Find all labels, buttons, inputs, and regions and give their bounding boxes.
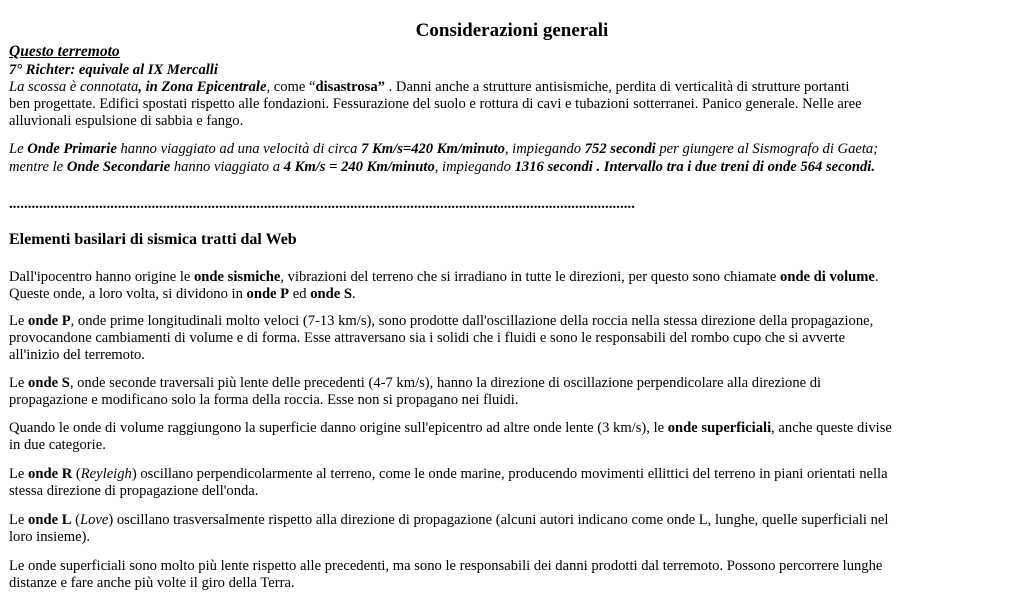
para-r-2: stessa direzione di propagazione dell'onda. bbox=[9, 483, 259, 499]
waves-text: hanno viaggiato a bbox=[170, 159, 284, 175]
para-text: ( bbox=[71, 512, 80, 528]
para-bold: onde P bbox=[28, 313, 71, 329]
subtitle: Questo terremoto bbox=[9, 43, 120, 60]
para-bold: onde di volume bbox=[780, 269, 875, 285]
para-text: , onde seconde traversali più lente delle precedenti (4-7 km/s), hanno la direzione di oscillazione perpendicolare alla direzione di bbox=[69, 375, 822, 391]
para-r-1 bbox=[9, 466, 1009, 483]
page-title: Considerazioni generali bbox=[415, 20, 609, 41]
intro-line-1 bbox=[9, 79, 1009, 96]
waves-bold: 4 Km/s = 240 Km/minuto bbox=[283, 159, 435, 175]
para-text: ed bbox=[289, 286, 311, 302]
para-text: Queste onde, a loro volta, si dividono in bbox=[9, 286, 247, 302]
para-text: , onde prime longitudinali molto veloci (7-13 km/s), sono prodotte dall'oscillazione della roccia nella stessa direzione della propagazione, bbox=[70, 313, 874, 329]
para-bold: onde superficiali bbox=[667, 420, 772, 436]
para-text: Quando le onde di volume raggiungono la superficie danno origine sull'epicentro ad altre onde lente (3 km/s), le bbox=[9, 420, 668, 436]
para-s-1 bbox=[9, 375, 1009, 392]
waves-bold: 752 secondi bbox=[584, 141, 656, 157]
para-l-1 bbox=[9, 512, 1009, 529]
para-text: Le bbox=[9, 313, 29, 329]
para-text: , anche queste divise bbox=[771, 420, 892, 436]
para-text: Le bbox=[9, 375, 29, 391]
intro-line-3: alluvionali espulsione di sabbia e fango. bbox=[9, 113, 244, 129]
section-heading: Elementi basilari di sismica tratti dal Web bbox=[9, 231, 297, 248]
para-s-2: propagazione e modificano solo la forma della roccia. Esse non si propagano nei fluidi. bbox=[9, 392, 519, 408]
para-bold: onde P bbox=[246, 286, 290, 302]
separator-dots: ....................................................................................................................................................................... bbox=[9, 196, 635, 212]
para-bold: onde sismiche bbox=[194, 269, 281, 285]
intro-text: . Danni anche a strutture antisismiche, perdita di verticalità di strutture portanti bbox=[384, 79, 850, 95]
para-text: . bbox=[874, 269, 879, 285]
intro-text: , come “ bbox=[266, 79, 316, 95]
para-bold: onde S bbox=[310, 286, 352, 302]
para-italic: Love bbox=[79, 512, 109, 528]
para-italic: Reyleigh bbox=[80, 466, 132, 482]
para-text: Le bbox=[9, 512, 29, 528]
para-text: Dall'ipocentro hanno origine le bbox=[9, 269, 194, 285]
waves-bold: 7 Km/s=420 Km/minuto bbox=[361, 141, 505, 157]
para-text: ( bbox=[72, 466, 81, 482]
waves-bold: Onde Secondarie bbox=[66, 159, 171, 175]
para-bold: onde L bbox=[28, 512, 72, 528]
waves-text: mentre le bbox=[9, 159, 67, 175]
para-final-1: Le onde superficiali sono molto più lente rispetto alle precedenti, ma sono le responsabili dei danni prodotti dal terremoto. Possono percorrere lunghe bbox=[9, 558, 883, 574]
waves-line-1 bbox=[9, 141, 1009, 158]
para-final-2: distanze e fare anche più volte il giro della Terra. bbox=[9, 575, 295, 591]
para-volume-2 bbox=[9, 286, 1009, 303]
richter-line: 7° Richter: equivale al IX Mercalli bbox=[9, 62, 218, 78]
waves-text: Le bbox=[9, 141, 28, 157]
intro-line-2: ben progettate. Edifici spostati rispetto alle fondazioni. Fessurazione del suolo e rottura di cavi e tubazioni sotterranei. Panico generale. Nelle aree bbox=[9, 96, 862, 112]
para-text: ) oscillano trasversalmente rispetto alla direzione di propagazione (alcuni autori indicano come onde L, lunghe, quelle superficiali nel bbox=[108, 512, 889, 528]
waves-text: per giungere al Sismografo di Gaeta; bbox=[655, 141, 879, 157]
para-p-3: all'inizio del terremoto. bbox=[9, 347, 145, 363]
para-p-1 bbox=[9, 313, 1009, 330]
waves-bold: Onde Primarie bbox=[27, 141, 117, 157]
para-volume-1 bbox=[9, 269, 1009, 286]
para-text: ) oscillano perpendicolarmente al terreno, come le onde marine, producendo movimenti ellittici del terreno in piani orientati nella bbox=[131, 466, 888, 482]
para-text: , vibrazioni del terreno che si irradiano in tutte le direzioni, per questo sono chiamate bbox=[280, 269, 781, 285]
para-bold: onde R bbox=[28, 466, 73, 482]
para-text: Le bbox=[9, 466, 29, 482]
intro-bold: , in Zona Epicentrale bbox=[138, 79, 267, 95]
para-bold: onde S bbox=[28, 375, 70, 391]
intro-text: La scossa è connotata bbox=[9, 79, 139, 95]
intro-bold: disastrosa” bbox=[315, 79, 385, 95]
waves-text: , impiegando bbox=[434, 159, 515, 175]
waves-bold: 1316 secondi . Intervallo tra i due treni di onde 564 secondi. bbox=[514, 159, 875, 175]
waves-line-2 bbox=[9, 159, 1009, 176]
para-p-2: provocandone cambiamenti di volume e di forma. Esse attraversano sia i solidi che i fluidi e sono le responsabili del rombo cupo che si avverte bbox=[9, 330, 846, 346]
para-surface-1 bbox=[9, 420, 1009, 437]
waves-text: , impiegando bbox=[504, 141, 585, 157]
para-surface-2: in due categorie. bbox=[9, 437, 106, 453]
para-text: . bbox=[351, 286, 356, 302]
waves-text: hanno viaggiato ad una velocità di circa bbox=[116, 141, 362, 157]
para-l-2: loro insieme). bbox=[9, 529, 91, 545]
